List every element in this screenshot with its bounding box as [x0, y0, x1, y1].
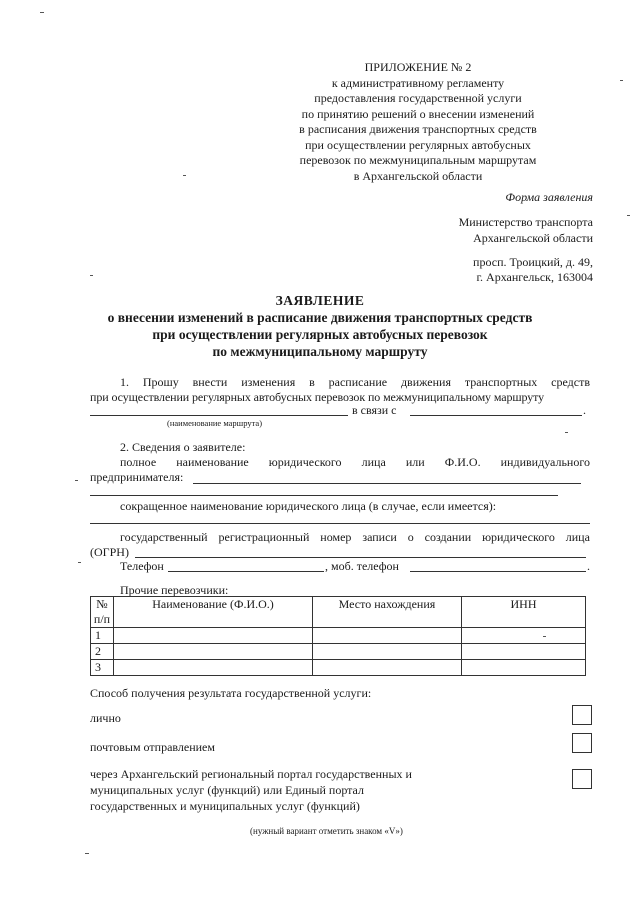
- appendix-line: в Архангельской области: [353, 168, 483, 183]
- carrier-name-cell[interactable]: [114, 628, 313, 644]
- scan-speck: [565, 432, 568, 433]
- document-subtitle-3: по межмуниципальному маршруту: [212, 344, 428, 359]
- option-in-person-label: лично: [90, 711, 121, 725]
- carrier-inn-cell[interactable]: [462, 628, 586, 644]
- scan-speck: [543, 636, 546, 637]
- full-name-field[interactable]: [193, 483, 581, 484]
- selection-note: (нужный вариант отметить знаком «V»): [250, 826, 403, 836]
- form-label: Форма заявления: [505, 190, 593, 204]
- ogrn-line: государственный регистрационный номер записи о создании юридического лица: [120, 530, 590, 544]
- addressee-line-1: Министерство транспорта: [458, 215, 593, 229]
- carrier-inn-cell[interactable]: [462, 644, 586, 660]
- appendix-block: [268, 60, 568, 184]
- carrier-location-cell[interactable]: [313, 660, 462, 676]
- name-header: Наименование (Ф.И.О.): [114, 597, 313, 628]
- carriers-label: Прочие перевозчики:: [120, 583, 229, 597]
- route-name-hint: (наименование маршрута): [167, 418, 263, 428]
- full-name-field-continued[interactable]: [90, 495, 558, 496]
- appendix-line: к административному регламенту: [331, 75, 505, 90]
- phone-field[interactable]: [168, 571, 324, 572]
- request-line-2: при осуществлении регулярных автобусных перевозок по межмуниципальному маршруту: [90, 390, 545, 404]
- entrepreneur-label: предпринимателя:: [90, 470, 184, 484]
- carriers-table: [90, 596, 586, 676]
- addressee-line-2: Архангельской области: [473, 231, 593, 245]
- appendix-line: по принятию решений о внесении изменений: [301, 106, 535, 121]
- scan-speck: [40, 12, 44, 13]
- scan-speck: [627, 215, 630, 216]
- appendix-line: в расписания движения транспортных средств: [299, 122, 537, 136]
- short-name-label: сокращенное наименование юридического лица (в случае, если имеется):: [120, 499, 497, 513]
- option-portal-checkbox[interactable]: [572, 769, 592, 789]
- request-line-1: 1. Прошу внести изменения в расписание движения транспортных средств: [120, 375, 590, 389]
- inn-header: ИНН: [462, 597, 586, 628]
- carrier-inn-cell[interactable]: [462, 660, 586, 676]
- in-connection-label: в связи с: [352, 403, 397, 417]
- scan-speck: [85, 853, 89, 854]
- route-name-field[interactable]: [90, 415, 348, 416]
- row-number: 3: [91, 660, 114, 676]
- num-header: № п/п: [91, 597, 114, 628]
- location-header: Место нахождения: [313, 597, 462, 628]
- option-portal-label-1: через Архангельский региональный портал государственных и: [90, 767, 412, 781]
- period-mark: .: [587, 559, 590, 573]
- scan-speck: [90, 275, 93, 276]
- addressee-line-4: г. Архангельск, 163004: [476, 270, 593, 284]
- table-row: [91, 628, 586, 644]
- reason-field[interactable]: [410, 415, 582, 416]
- appendix-line: перевозок по межмуниципальным маршрутам: [299, 153, 537, 167]
- document-title: ЗАЯВЛЕНИЕ: [275, 293, 365, 308]
- delivery-heading: Способ получения результата государственной услуги:: [90, 686, 372, 700]
- ogrn-label: (ОГРН): [90, 545, 129, 559]
- mobile-field[interactable]: [410, 571, 586, 572]
- option-mail-checkbox[interactable]: [572, 733, 592, 753]
- scan-speck: [78, 562, 81, 563]
- mobile-label: , моб. телефон: [325, 559, 399, 573]
- carrier-location-cell[interactable]: [313, 644, 462, 660]
- document-subtitle-2: при осуществлении регулярных автобусных перевозок: [152, 327, 488, 342]
- addressee-line-3: просп. Троицкий, д. 49,: [473, 255, 593, 269]
- scan-speck: [183, 175, 186, 176]
- full-name-line: полное наименование юридического лица или Ф.И.О. индивидуального: [120, 455, 590, 469]
- row-number: 2: [91, 644, 114, 660]
- carrier-name-cell[interactable]: [114, 644, 313, 660]
- short-name-field[interactable]: [90, 523, 590, 524]
- table-header-row: [91, 597, 586, 628]
- carrier-location-cell[interactable]: [313, 628, 462, 644]
- phone-label: Телефон: [120, 559, 164, 573]
- row-number: 1: [91, 628, 114, 644]
- table-row: [91, 660, 586, 676]
- document-subtitle-1: о внесении изменений в расписание движения транспортных средств: [107, 310, 533, 325]
- applicant-heading: 2. Сведения о заявителе:: [120, 440, 246, 454]
- appendix-line: предоставления государственной услуги: [314, 91, 522, 105]
- appendix-line: ПРИЛОЖЕНИЕ № 2: [364, 60, 472, 74]
- option-portal-label-2: муниципальных услуг (функций) или Единый портал: [90, 783, 364, 797]
- carrier-name-cell[interactable]: [114, 660, 313, 676]
- appendix-line: при осуществлении регулярных автобусных: [305, 137, 531, 152]
- period-mark: .: [583, 403, 586, 417]
- option-portal-label-3: государственных и муниципальных услуг (функций): [90, 799, 360, 813]
- scan-speck: [75, 480, 78, 481]
- option-mail-label: почтовым отправлением: [90, 740, 215, 754]
- scan-speck: [620, 80, 623, 81]
- table-row: [91, 644, 586, 660]
- ogrn-field[interactable]: [135, 557, 586, 558]
- option-in-person-checkbox[interactable]: [572, 705, 592, 725]
